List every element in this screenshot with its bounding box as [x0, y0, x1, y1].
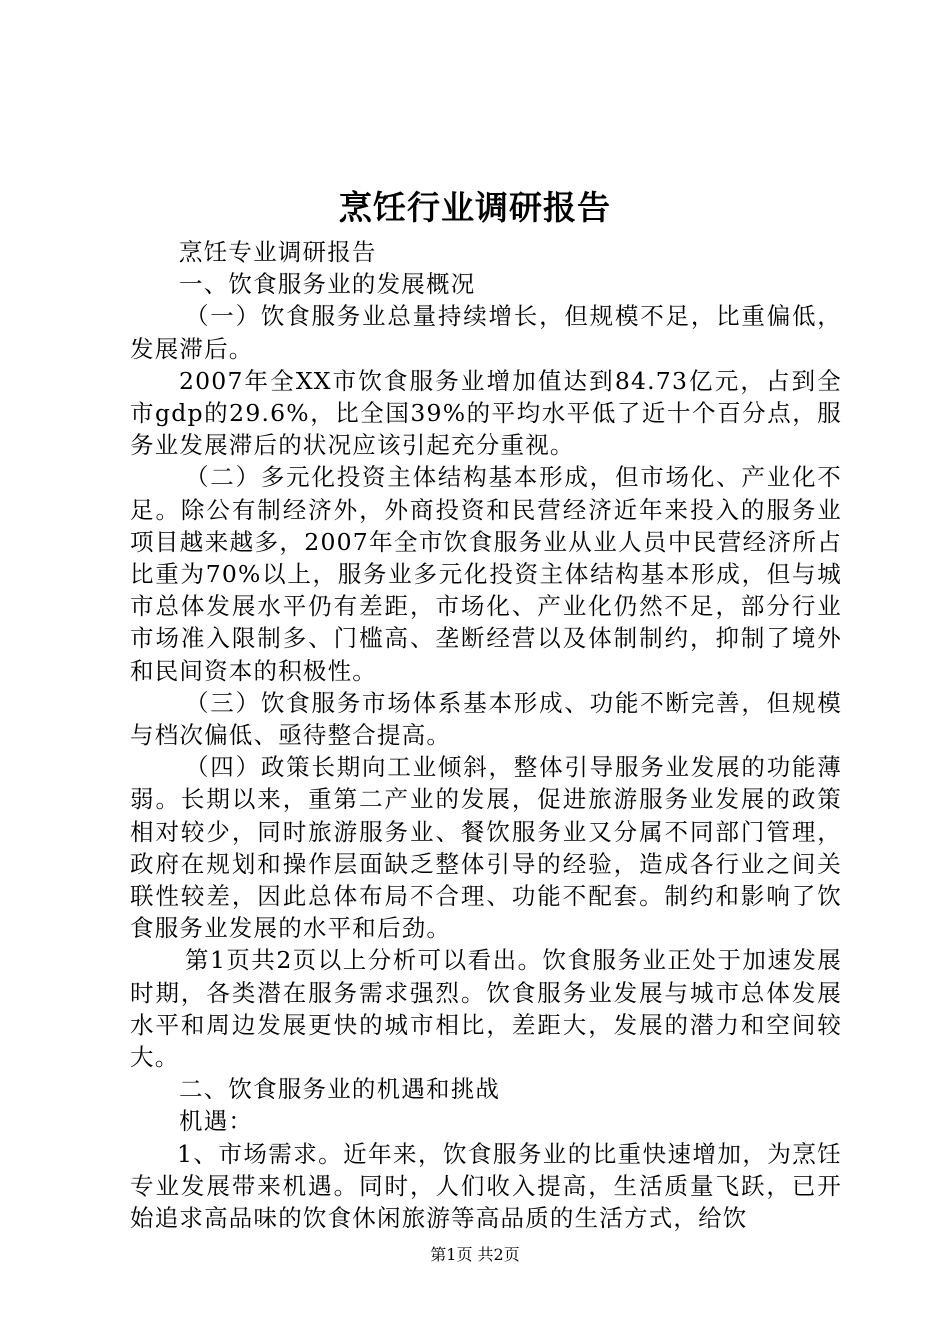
section-heading-1: 一、饮食服务业的发展概况 [179, 270, 476, 299]
document-body [130, 236, 842, 1234]
document-title: 烹饪行业调研报告 [339, 188, 611, 227]
page-footer: 第1页 共2页 [430, 1245, 520, 1264]
subsection-label: 机遇： [179, 1107, 254, 1136]
report-subtitle: 烹饪专业调研报告 [179, 238, 377, 266]
paragraph: （四）政策长期向工业倾斜，整体引导服务业发展的功能薄弱。长期以来，重第二产业的发展，促进旅游服务业发展的政策相对较少，同时旅游服务业、餐饮服务业又分属不同部门管理，政府在规划和操作层面缺乏整体引导的经验，造成各行业之间关联性较差，因此总体布局不合理、功能不配套。制约和影响了饮食服务业发展的水平和后劲。 [130, 753, 842, 943]
section-heading-2: 二、饮食服务业的机遇和挑战 [179, 1075, 501, 1104]
paragraph: （二）多元化投资主体结构基本形成，但市场化、产业化不足。除公有制经济外，外商投资和民营经济近年来投入的服务业项目越来越多，2007年全市饮食服务业从业人员中民营经济所占比重为70%以上，服务业多元化投资主体结构基本形成，但与城市总体发展水平仍有差距，市场化、产业化仍然不足，部分行业市场准入限制多、门槛高、垄断经营以及体制制约，抑制了境外和民间资本的积极性。 [130, 463, 842, 685]
paragraph: （一）饮食服务业总量持续增长，但规模不足，比重偏低，发展滞后。 [130, 302, 842, 363]
paragraph: （三）饮食服务市场体系基本形成、功能不断完善，但规模与档次偏低、亟待整合提高。 [130, 688, 842, 750]
paragraph: 1、市场需求。近年来，饮食服务业的比重快速增加，为烹饪专业发展带来机遇。同时，人们收入提高，生活质量飞跃，已开始追求高品味的饮食休闲旅游等高品质的生活方式，给饮 [130, 1139, 842, 1233]
paragraph: 2007年全XX市饮食服务业增加值达到84.73亿元，占到全市gdp的29.6%，比全国39%的平均水平低了近十个百分点，服务业发展滞后的状况应该引起充分重视。 [130, 366, 842, 460]
paragraph: 第1页共2页以上分析可以看出。饮食服务业正处于加速发展时期，各类潜在服务需求强烈。饮食服务业发展与城市总体发展水平和周边发展更快的城市相比，差距大，发展的潜力和空间较大。 [130, 946, 842, 1072]
